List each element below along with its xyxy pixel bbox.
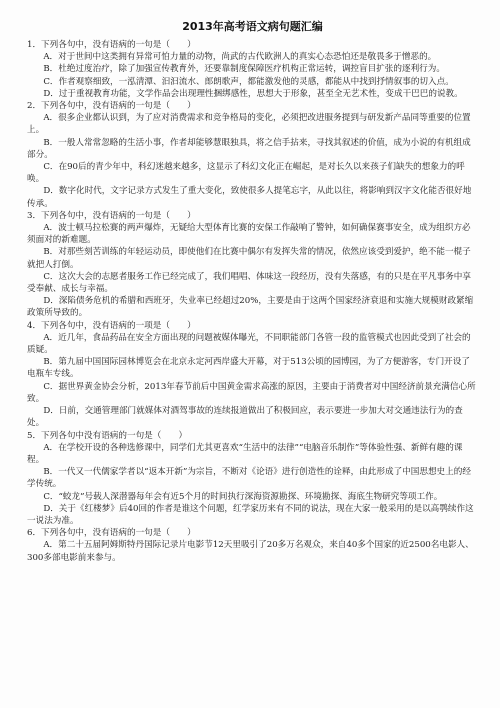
document-title: 2013年高考语文病句题汇编 — [182, 20, 323, 33]
question-list — [27, 39, 478, 564]
question-block — [27, 39, 478, 100]
answer-option: B．对那些刻苦训练的年轻运动员，即使他们在比赛中偶尔有发挥失常的情况，依然应该受到爱护，绝不能一棍子就把人打倒。 — [27, 247, 471, 270]
answer-option: C．作者观察细致，一泓清潭、汩汩流水、郎朗歌声，都能激发他的灵感，都能从中找到抒情叙事的切入点。 — [43, 76, 454, 87]
answer-option: C．在90后的青少年中，科幻迷越来越多，这显示了科幻文化正在崛起，是对长久以来孩子们缺失的想象力的呼唤。 — [27, 162, 465, 185]
question-stem: 5．下列各句中没有语病的一句是（ ） — [27, 430, 188, 441]
question-block — [27, 210, 478, 320]
answer-option: A．对于世间中这类拥有异常可怕力量的动物，尚武的古代欧洲人的真实心态恐怕还是敬畏多于憎恶的。 — [43, 52, 437, 63]
question-stem: 1．下列各句中，没有语病的一句是（ ） — [27, 40, 196, 50]
answer-option: D．关于《红楼梦》后40回的作者是谁这个问题，红学家历来有不同的说法，现在大家一般采用的是以高鹗续作这一说法为准。 — [27, 503, 474, 526]
question-stem: 4．下列各句中，没有语病的一项是（ ） — [27, 320, 196, 331]
answer-option: D．日前，交通管理部门就媒体对酒驾事故的连续报道做出了积极回应，表示要进一步加大对交通违法行为的查处。 — [27, 406, 463, 429]
answer-option: D．数字化时代，文字记录方式发生了重大变化，致使很多人提笔忘字，从此以往，将影响到汉字文化能否很好地传承。 — [27, 186, 472, 209]
answer-option: C．据世界黄金协会分析，2013年春节前后中国黄金需求高涨的原因，主要由于消费者对中国经济前景充满信心所致。 — [27, 381, 476, 404]
question-block — [27, 320, 478, 430]
answer-option: A．很多企业都认识到，为了应对消费需求和竞争格局的变化，必须把改进服务提到与研发新产品同等重要的位置上。 — [27, 113, 471, 136]
answer-option: D．深陷债务危机的希腊和西班牙，失业率已经超过20%，主要是由于这两个国家经济衰退和实施大规模财政紧缩政策所导致的。 — [27, 296, 474, 319]
answer-option: A．波士顿马拉松赛的两声爆炸，无疑给大型体育比赛的安保工作敲响了警钟，如何确保赛事安全，成为组织方必须面对的新难题。 — [27, 223, 471, 246]
answer-option: C．“蛟龙”号载人深潜器每年会有近5个月的时间执行深海资源勘探、环境勘探、海底生物研究等项工作。 — [43, 491, 443, 502]
question-stem: 6．下列各句中，没有语病的一句是（ ） — [27, 528, 196, 539]
question-stem: 2．下列各句中，没有语病的一句是（ ） — [27, 101, 196, 112]
answer-option: C．这次大会的志愿者服务工作已经完成了，我们唱唱、体味这一段经历，没有失落感，有的只是在平凡事务中享受奉献、成长与幸福。 — [27, 271, 471, 295]
question-stem: 3．下列各句中，没有语病的一句是（ ） — [27, 210, 196, 221]
answer-option: B．第九届中国国际园林博览会在北京永定河西岸盛大开幕，对于513公顷的园博园，为了方便游客，专门开设了电瓶车专线。 — [27, 357, 470, 380]
question-block — [27, 527, 478, 564]
question-block — [27, 100, 478, 210]
answer-option: A．第二十五届阿姆斯特丹国际记录片电影节12天里吸引了20多万名观众，来自40多个国家的近2500名电影人、300多部电影前来参与。 — [27, 540, 474, 563]
question-block — [27, 430, 478, 528]
answer-option: B．一代又一代儒家学者以“返本开新”为宗旨，不断对《论语》进行创造性的诠释，由此形成了中国思想史上的经学传统。 — [27, 467, 471, 490]
answer-option: A．在学校开设的各种选修课中，同学们尤其更喜欢“生活中的法律”“电脑音乐制作”等体验性强、新鲜有趣的课程。 — [27, 442, 463, 465]
answer-option: D．过于重视教育功能，文学作品会出现理性捆绑感性，思想大于形象，甚至全无艺术性，变成干巴巴的说教。 — [43, 88, 463, 99]
answer-option: B．一般人常常忽略的生活小事，作者却能够慧眼独具，将之信手拈来，寻找其叙述的价值，成为小说的有机组成部分。 — [27, 137, 471, 160]
answer-option: A．近几年，食品药品在安全方面出现的问题被媒体曝光，不同职能部门各管一段的监管模式也因此受到了社会的质疑。 — [27, 332, 471, 356]
answer-option: B．杜绝过度治疗，除了加强宣传教育外，还要靠制度保障医疗机构正常运转，调控盲目扩张的逐利行为。 — [43, 64, 445, 75]
